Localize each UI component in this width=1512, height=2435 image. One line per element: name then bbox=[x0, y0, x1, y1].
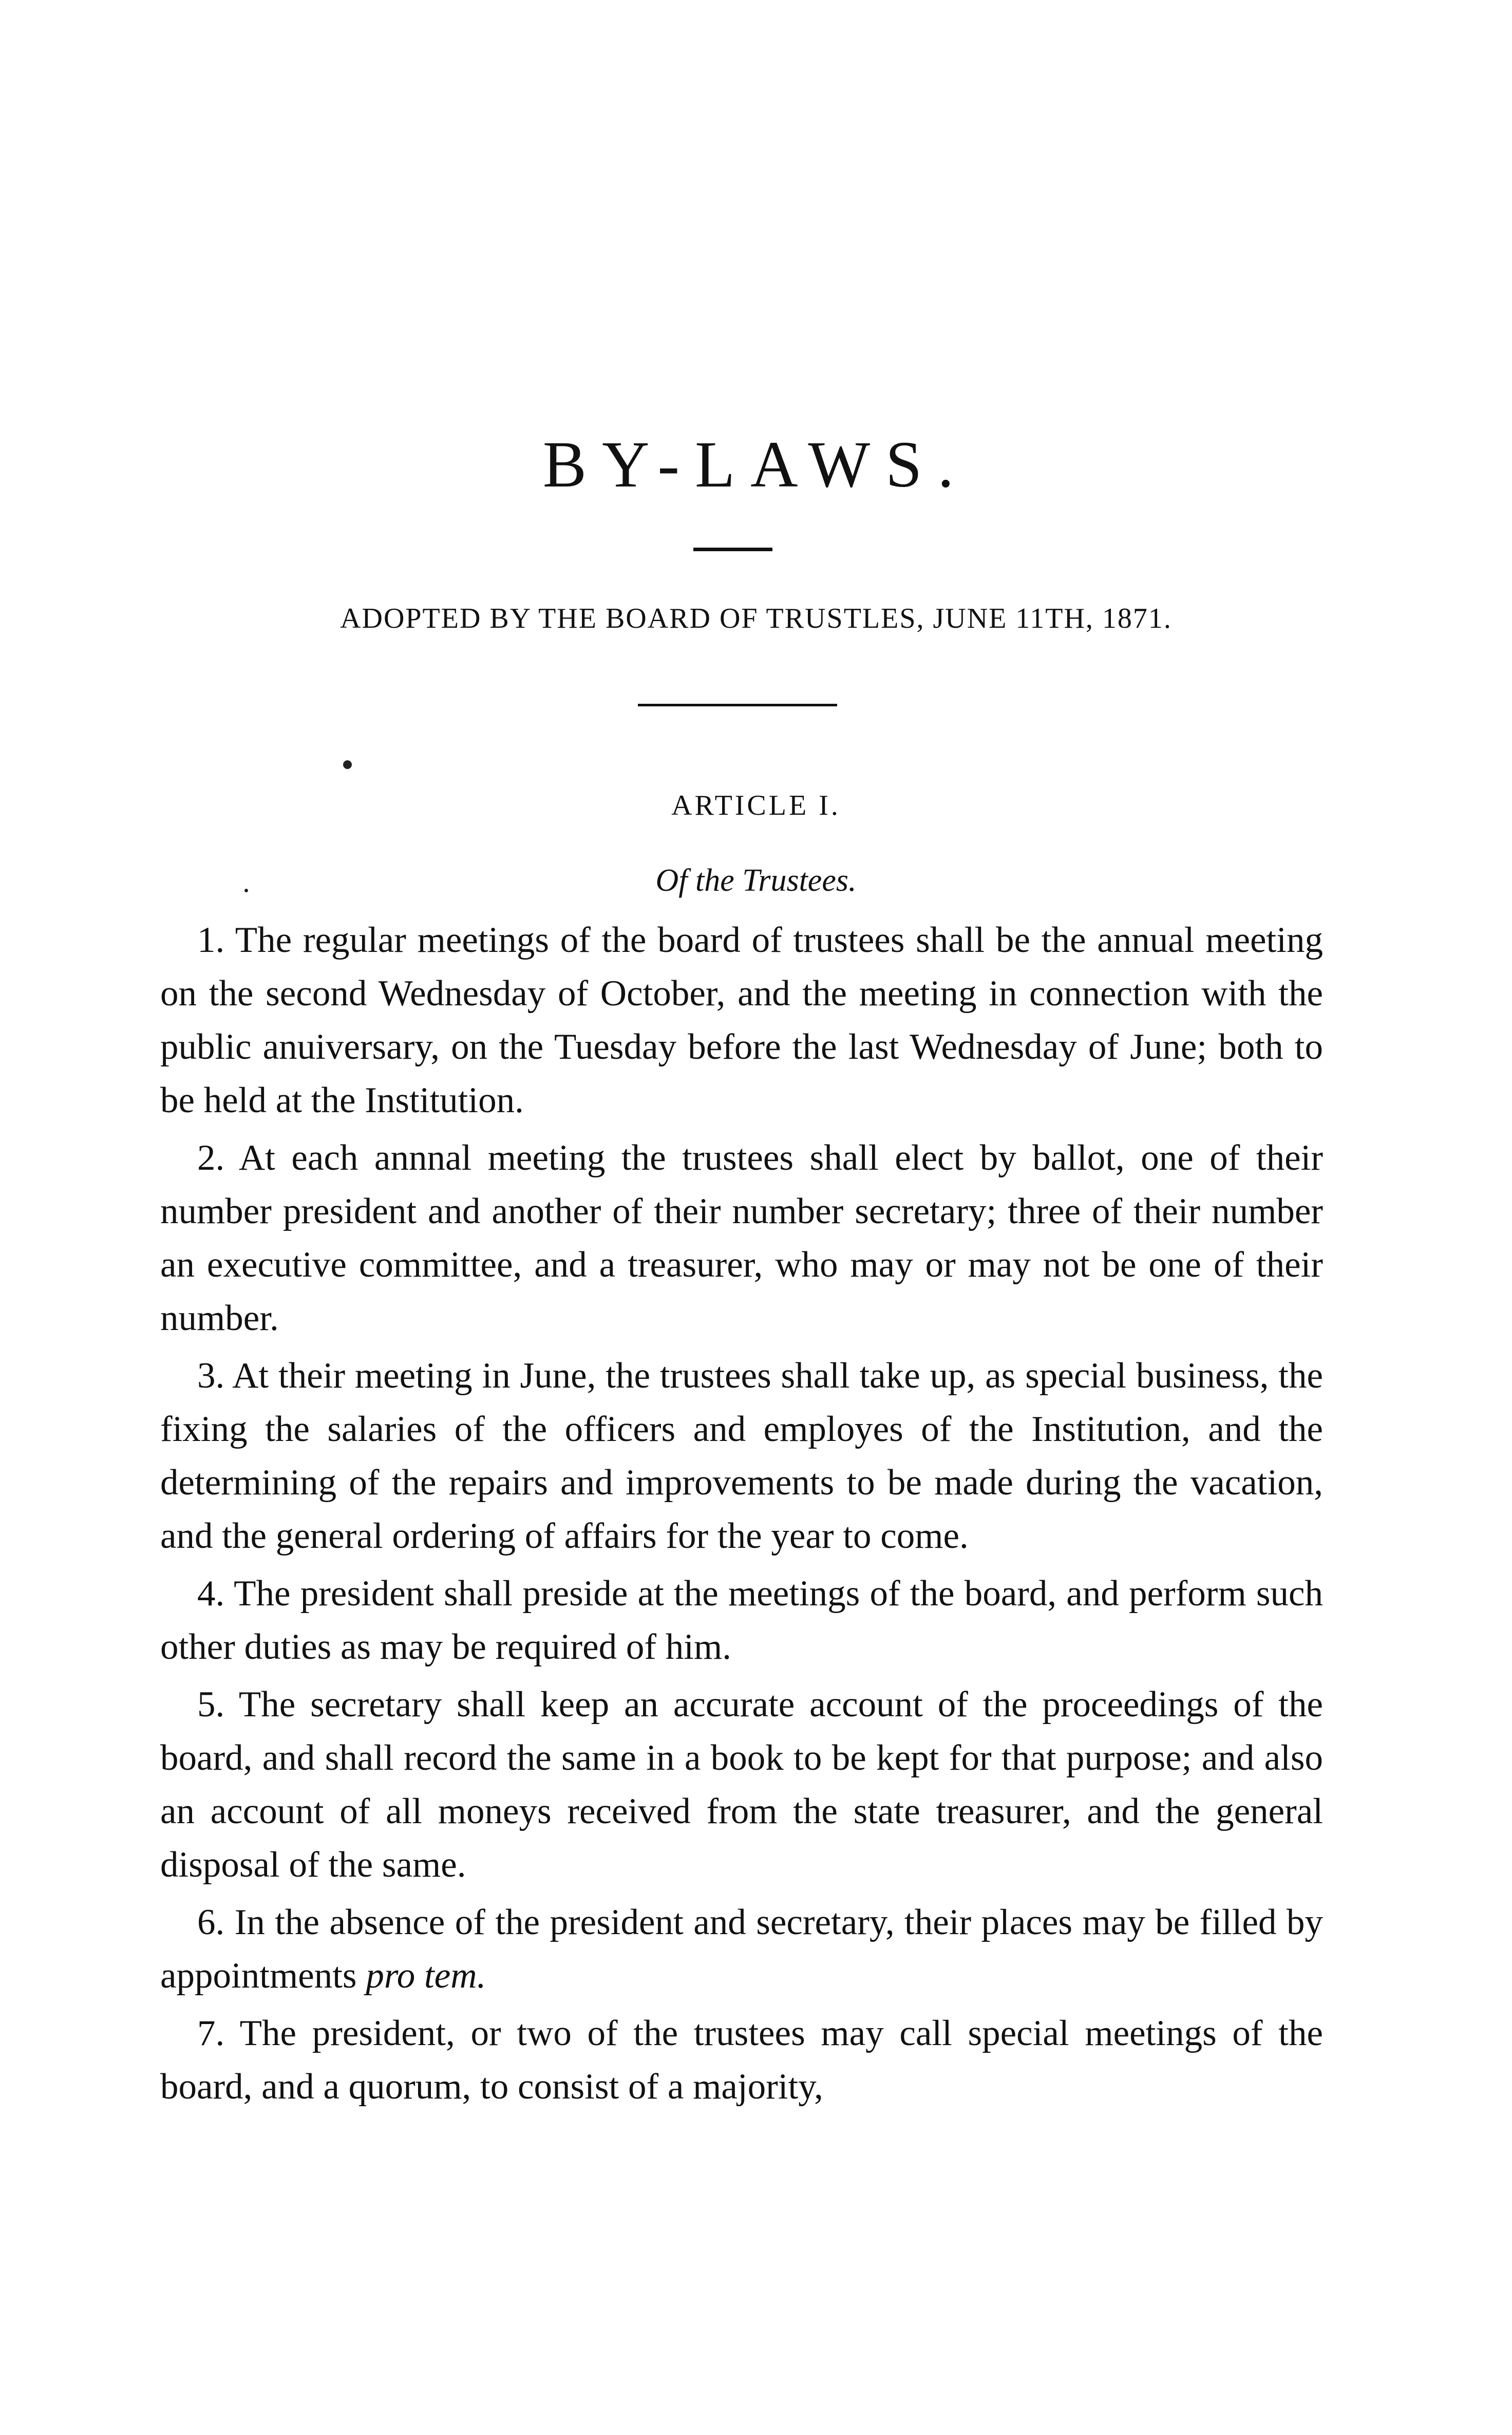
bylaw-paragraph-6 bbox=[160, 1896, 1323, 2002]
article-body bbox=[160, 913, 1323, 2118]
bylaw-paragraph-4: 4. The president shall preside at the meetings of the board, and perform such other duties as may be required of him. bbox=[160, 1574, 1323, 1667]
bylaw-paragraph-1: 1. The regular meetings of the board of trustees shall be the annual meeting on the second Wednesday of October, and the meeting in connection with the public anuiversary, on the Tuesday before the last Wednesday of June; both to be held at the Institution. bbox=[160, 920, 1323, 1120]
bylaw-paragraph-2: 2. At each annnal meeting the trustees shall elect by ballot, one of their number president and another of their number secretary; three of their number an executive committee, and a treasurer, who may or may not be one of their number. bbox=[160, 1138, 1323, 1338]
bylaw-paragraph-3: 3. At their meeting in June, the trustees shall take up, as special business, the fixing the salaries of the officers and employes of the Institution, and the determining of the repairs and improvements to be made during the vacation, and the general ordering of affairs for the year to come. bbox=[160, 1356, 1323, 1556]
title-rule bbox=[693, 548, 772, 551]
stray-ink-mark bbox=[343, 760, 352, 769]
bylaw-paragraph-5: 5. The secretary shall keep an accurate account of the proceedings of the board, and shall record the same in a book to be kept for that purpose; and also an account of all moneys received from the state treasurer, and the general disposal of the same. bbox=[160, 1684, 1323, 1885]
pro-tem-emphasis: pro tem. bbox=[366, 1956, 486, 1996]
section-rule bbox=[638, 704, 837, 706]
page-title: BY-LAWS. bbox=[542, 428, 970, 501]
article-heading: ARTICLE I. bbox=[671, 790, 841, 821]
adoption-line: ADOPTED BY THE BOARD OF TRUSTLES, JUNE 11TH, 1871. bbox=[340, 603, 1172, 634]
bylaw-paragraph-6-text: 6. In the absence of the president and secretary, their places may be filled by appointments bbox=[160, 1902, 1323, 1996]
bylaw-paragraph-7: 7. The president, or two of the trustees may call special meetings of the board, and a quorum, to consist of a majority, bbox=[160, 2013, 1323, 2107]
article-subheading: Of the Trustees. bbox=[655, 863, 857, 898]
